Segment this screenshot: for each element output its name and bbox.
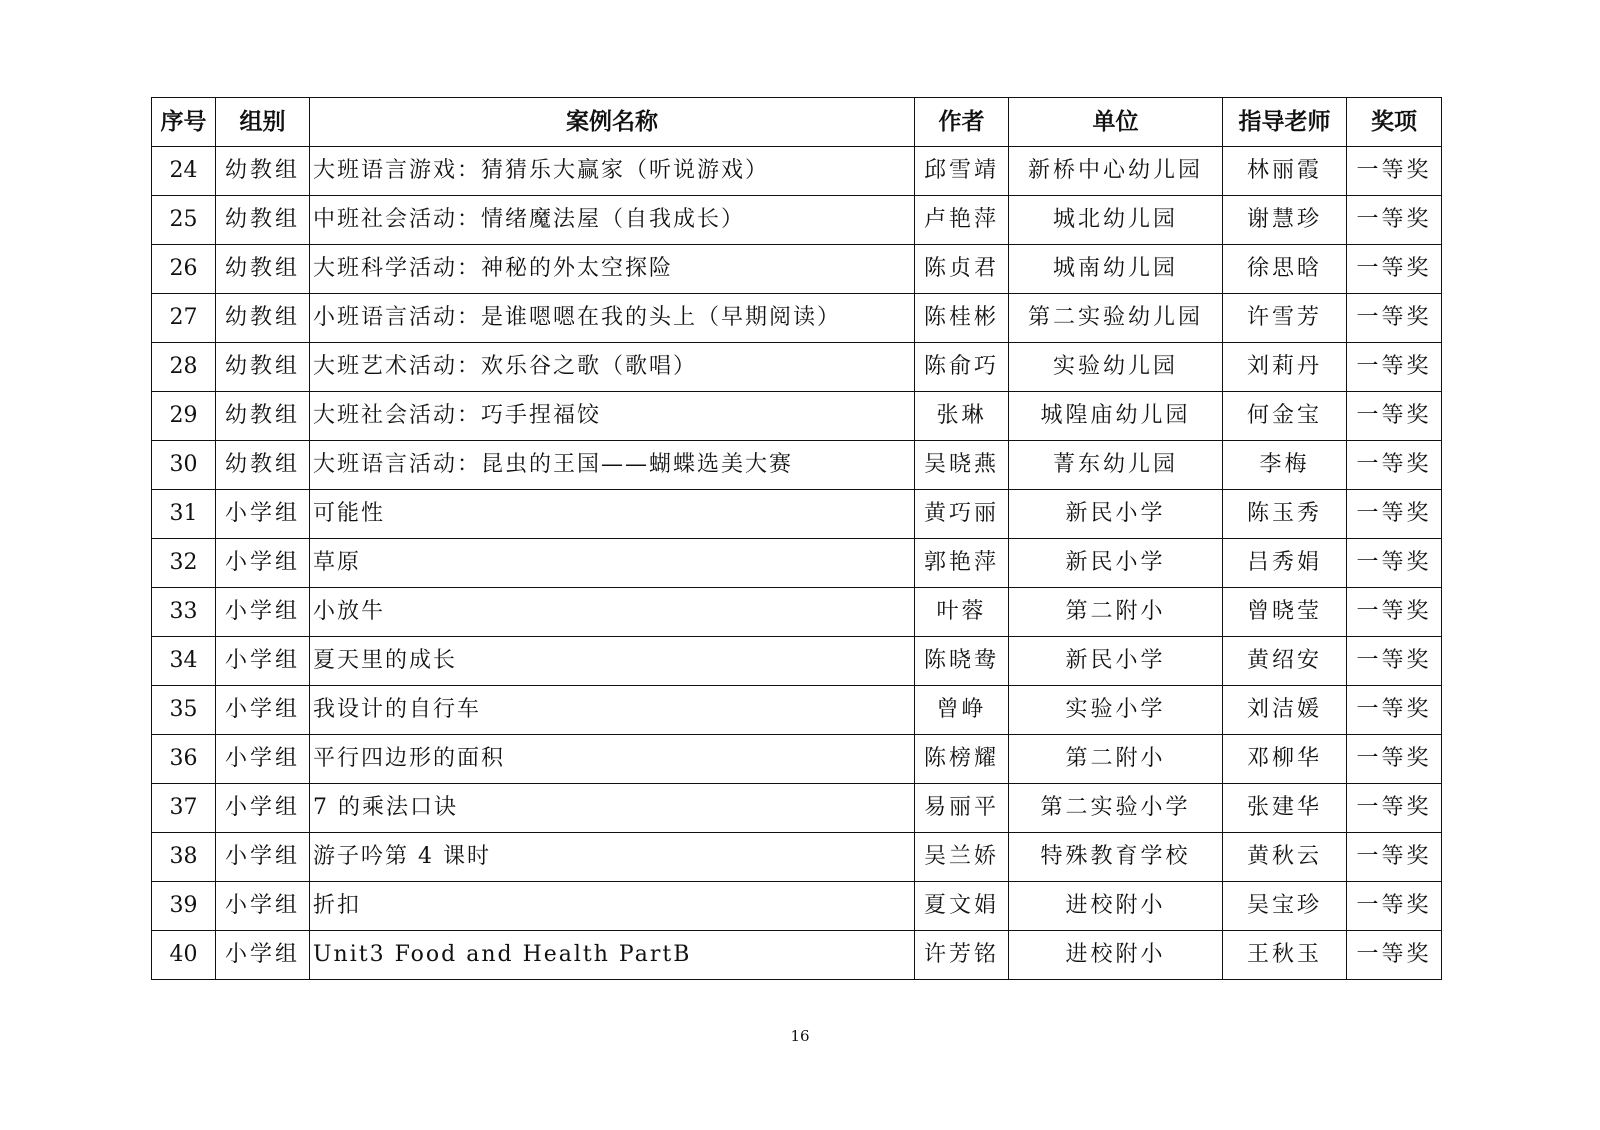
cell-case-name: 大班科学活动：神秘的外太空探险 <box>310 245 915 294</box>
cell-unit: 实验幼儿园 <box>1009 343 1223 392</box>
cell-award: 一等奖 <box>1347 490 1442 539</box>
cell-mentor: 张建华 <box>1223 784 1347 833</box>
cell-mentor: 曾晓莹 <box>1223 588 1347 637</box>
table-row <box>152 735 1442 784</box>
cell-index: 27 <box>152 294 216 343</box>
cell-award: 一等奖 <box>1347 441 1442 490</box>
cell-unit: 第二实验小学 <box>1009 784 1223 833</box>
cell-author: 陈桂彬 <box>915 294 1009 343</box>
cell-unit: 城北幼儿园 <box>1009 196 1223 245</box>
cell-index: 33 <box>152 588 216 637</box>
header-group: 组别 <box>216 98 310 147</box>
header-mentor: 指导老师 <box>1223 98 1347 147</box>
cell-author: 邱雪靖 <box>915 147 1009 196</box>
cell-author: 黄巧丽 <box>915 490 1009 539</box>
cell-mentor: 刘洁媛 <box>1223 686 1347 735</box>
cell-mentor: 谢慧珍 <box>1223 196 1347 245</box>
cell-case-name: 折扣 <box>310 882 915 931</box>
cell-unit: 城隍庙幼儿园 <box>1009 392 1223 441</box>
table-header-row <box>152 98 1442 147</box>
table-row <box>152 441 1442 490</box>
cell-group: 幼教组 <box>216 147 310 196</box>
cell-award: 一等奖 <box>1347 392 1442 441</box>
table-row <box>152 833 1442 882</box>
cell-index: 24 <box>152 147 216 196</box>
cell-unit: 进校附小 <box>1009 882 1223 931</box>
cell-group: 小学组 <box>216 833 310 882</box>
cell-unit: 城南幼儿园 <box>1009 245 1223 294</box>
cell-index: 38 <box>152 833 216 882</box>
table-row <box>152 294 1442 343</box>
cell-index: 25 <box>152 196 216 245</box>
cell-author: 陈俞巧 <box>915 343 1009 392</box>
table-row <box>152 343 1442 392</box>
cell-group: 小学组 <box>216 784 310 833</box>
cell-mentor: 邓柳华 <box>1223 735 1347 784</box>
cell-mentor: 林丽霞 <box>1223 147 1347 196</box>
cell-author: 易丽平 <box>915 784 1009 833</box>
cell-unit: 实验小学 <box>1009 686 1223 735</box>
cell-award: 一等奖 <box>1347 539 1442 588</box>
cell-group: 幼教组 <box>216 392 310 441</box>
cell-author: 夏文娟 <box>915 882 1009 931</box>
cell-author: 卢艳萍 <box>915 196 1009 245</box>
cell-case-name: 草原 <box>310 539 915 588</box>
table-row <box>152 245 1442 294</box>
header-case-name: 案例名称 <box>310 98 915 147</box>
cell-mentor: 吴宝珍 <box>1223 882 1347 931</box>
table-row <box>152 588 1442 637</box>
table-row <box>152 539 1442 588</box>
cell-author: 陈榜耀 <box>915 735 1009 784</box>
cell-author: 叶蓉 <box>915 588 1009 637</box>
cell-author: 郭艳萍 <box>915 539 1009 588</box>
cell-author: 曾峥 <box>915 686 1009 735</box>
cell-case-name: 我设计的自行车 <box>310 686 915 735</box>
cell-case-name: 大班语言活动：昆虫的王国——蝴蝶选美大赛 <box>310 441 915 490</box>
page-number: 16 <box>790 1027 810 1045</box>
cell-group: 幼教组 <box>216 294 310 343</box>
cell-case-name: 大班社会活动：巧手捏福饺 <box>310 392 915 441</box>
table-row <box>152 490 1442 539</box>
cell-index: 40 <box>152 931 216 980</box>
cell-index: 28 <box>152 343 216 392</box>
cell-author: 许芳铭 <box>915 931 1009 980</box>
cell-index: 26 <box>152 245 216 294</box>
header-unit: 单位 <box>1009 98 1223 147</box>
cell-group: 小学组 <box>216 882 310 931</box>
cell-unit: 第二附小 <box>1009 735 1223 784</box>
table-body <box>152 147 1442 980</box>
cell-author: 吴晓燕 <box>915 441 1009 490</box>
cell-case-name: 平行四边形的面积 <box>310 735 915 784</box>
cell-mentor: 黄绍安 <box>1223 637 1347 686</box>
cell-unit: 菁东幼儿园 <box>1009 441 1223 490</box>
header-award: 奖项 <box>1347 98 1442 147</box>
cell-mentor: 何金宝 <box>1223 392 1347 441</box>
cell-index: 37 <box>152 784 216 833</box>
cell-case-name: 夏天里的成长 <box>310 637 915 686</box>
cell-mentor: 陈玉秀 <box>1223 490 1347 539</box>
cell-award: 一等奖 <box>1347 245 1442 294</box>
table-row <box>152 686 1442 735</box>
cell-award: 一等奖 <box>1347 784 1442 833</box>
cell-unit: 新民小学 <box>1009 637 1223 686</box>
cell-mentor: 许雪芳 <box>1223 294 1347 343</box>
cell-award: 一等奖 <box>1347 196 1442 245</box>
cell-group: 小学组 <box>216 490 310 539</box>
cell-award: 一等奖 <box>1347 931 1442 980</box>
cell-case-name: 大班语言游戏：猜猜乐大赢家（听说游戏） <box>310 147 915 196</box>
cell-case-name: 7 的乘法口诀 <box>310 784 915 833</box>
cell-case-name: 大班艺术活动：欢乐谷之歌（歌唱） <box>310 343 915 392</box>
table-row <box>152 784 1442 833</box>
cell-index: 34 <box>152 637 216 686</box>
cell-award: 一等奖 <box>1347 882 1442 931</box>
cell-case-name: 小班语言活动：是谁嗯嗯在我的头上（早期阅读） <box>310 294 915 343</box>
cell-mentor: 吕秀娟 <box>1223 539 1347 588</box>
cell-award: 一等奖 <box>1347 686 1442 735</box>
table-row <box>152 882 1442 931</box>
cell-index: 30 <box>152 441 216 490</box>
cell-group: 小学组 <box>216 637 310 686</box>
cell-author: 吴兰娇 <box>915 833 1009 882</box>
table-row <box>152 196 1442 245</box>
cell-index: 35 <box>152 686 216 735</box>
cell-unit: 进校附小 <box>1009 931 1223 980</box>
table-row <box>152 147 1442 196</box>
cell-unit: 第二附小 <box>1009 588 1223 637</box>
cell-index: 32 <box>152 539 216 588</box>
table-row <box>152 392 1442 441</box>
cell-author: 陈晓鸯 <box>915 637 1009 686</box>
cell-unit: 新桥中心幼儿园 <box>1009 147 1223 196</box>
cell-award: 一等奖 <box>1347 147 1442 196</box>
header-author: 作者 <box>915 98 1009 147</box>
cell-case-name: 游子吟第 4 课时 <box>310 833 915 882</box>
cell-group: 小学组 <box>216 931 310 980</box>
cell-mentor: 李梅 <box>1223 441 1347 490</box>
cell-case-name: 小放牛 <box>310 588 915 637</box>
cell-award: 一等奖 <box>1347 294 1442 343</box>
cell-group: 幼教组 <box>216 343 310 392</box>
cell-unit: 特殊教育学校 <box>1009 833 1223 882</box>
cell-index: 36 <box>152 735 216 784</box>
table-row <box>152 931 1442 980</box>
cell-author: 张琳 <box>915 392 1009 441</box>
cell-mentor: 王秋玉 <box>1223 931 1347 980</box>
cell-award: 一等奖 <box>1347 343 1442 392</box>
cell-index: 29 <box>152 392 216 441</box>
cell-group: 幼教组 <box>216 196 310 245</box>
cell-mentor: 徐思晗 <box>1223 245 1347 294</box>
cell-award: 一等奖 <box>1347 735 1442 784</box>
cell-mentor: 黄秋云 <box>1223 833 1347 882</box>
cell-award: 一等奖 <box>1347 637 1442 686</box>
cell-author: 陈贞君 <box>915 245 1009 294</box>
cell-case-name: Unit3 Food and Health PartB <box>310 931 915 980</box>
cell-award: 一等奖 <box>1347 588 1442 637</box>
cell-group: 小学组 <box>216 539 310 588</box>
header-index: 序号 <box>152 98 216 147</box>
cell-unit: 新民小学 <box>1009 539 1223 588</box>
cell-case-name: 可能性 <box>310 490 915 539</box>
cell-group: 幼教组 <box>216 441 310 490</box>
cell-group: 幼教组 <box>216 245 310 294</box>
cell-index: 39 <box>152 882 216 931</box>
cell-case-name: 中班社会活动：情绪魔法屋（自我成长） <box>310 196 915 245</box>
cell-mentor: 刘莉丹 <box>1223 343 1347 392</box>
award-table <box>151 97 1442 980</box>
cell-group: 小学组 <box>216 735 310 784</box>
cell-unit: 新民小学 <box>1009 490 1223 539</box>
cell-award: 一等奖 <box>1347 833 1442 882</box>
table-row <box>152 637 1442 686</box>
cell-group: 小学组 <box>216 588 310 637</box>
cell-index: 31 <box>152 490 216 539</box>
cell-unit: 第二实验幼儿园 <box>1009 294 1223 343</box>
cell-group: 小学组 <box>216 686 310 735</box>
